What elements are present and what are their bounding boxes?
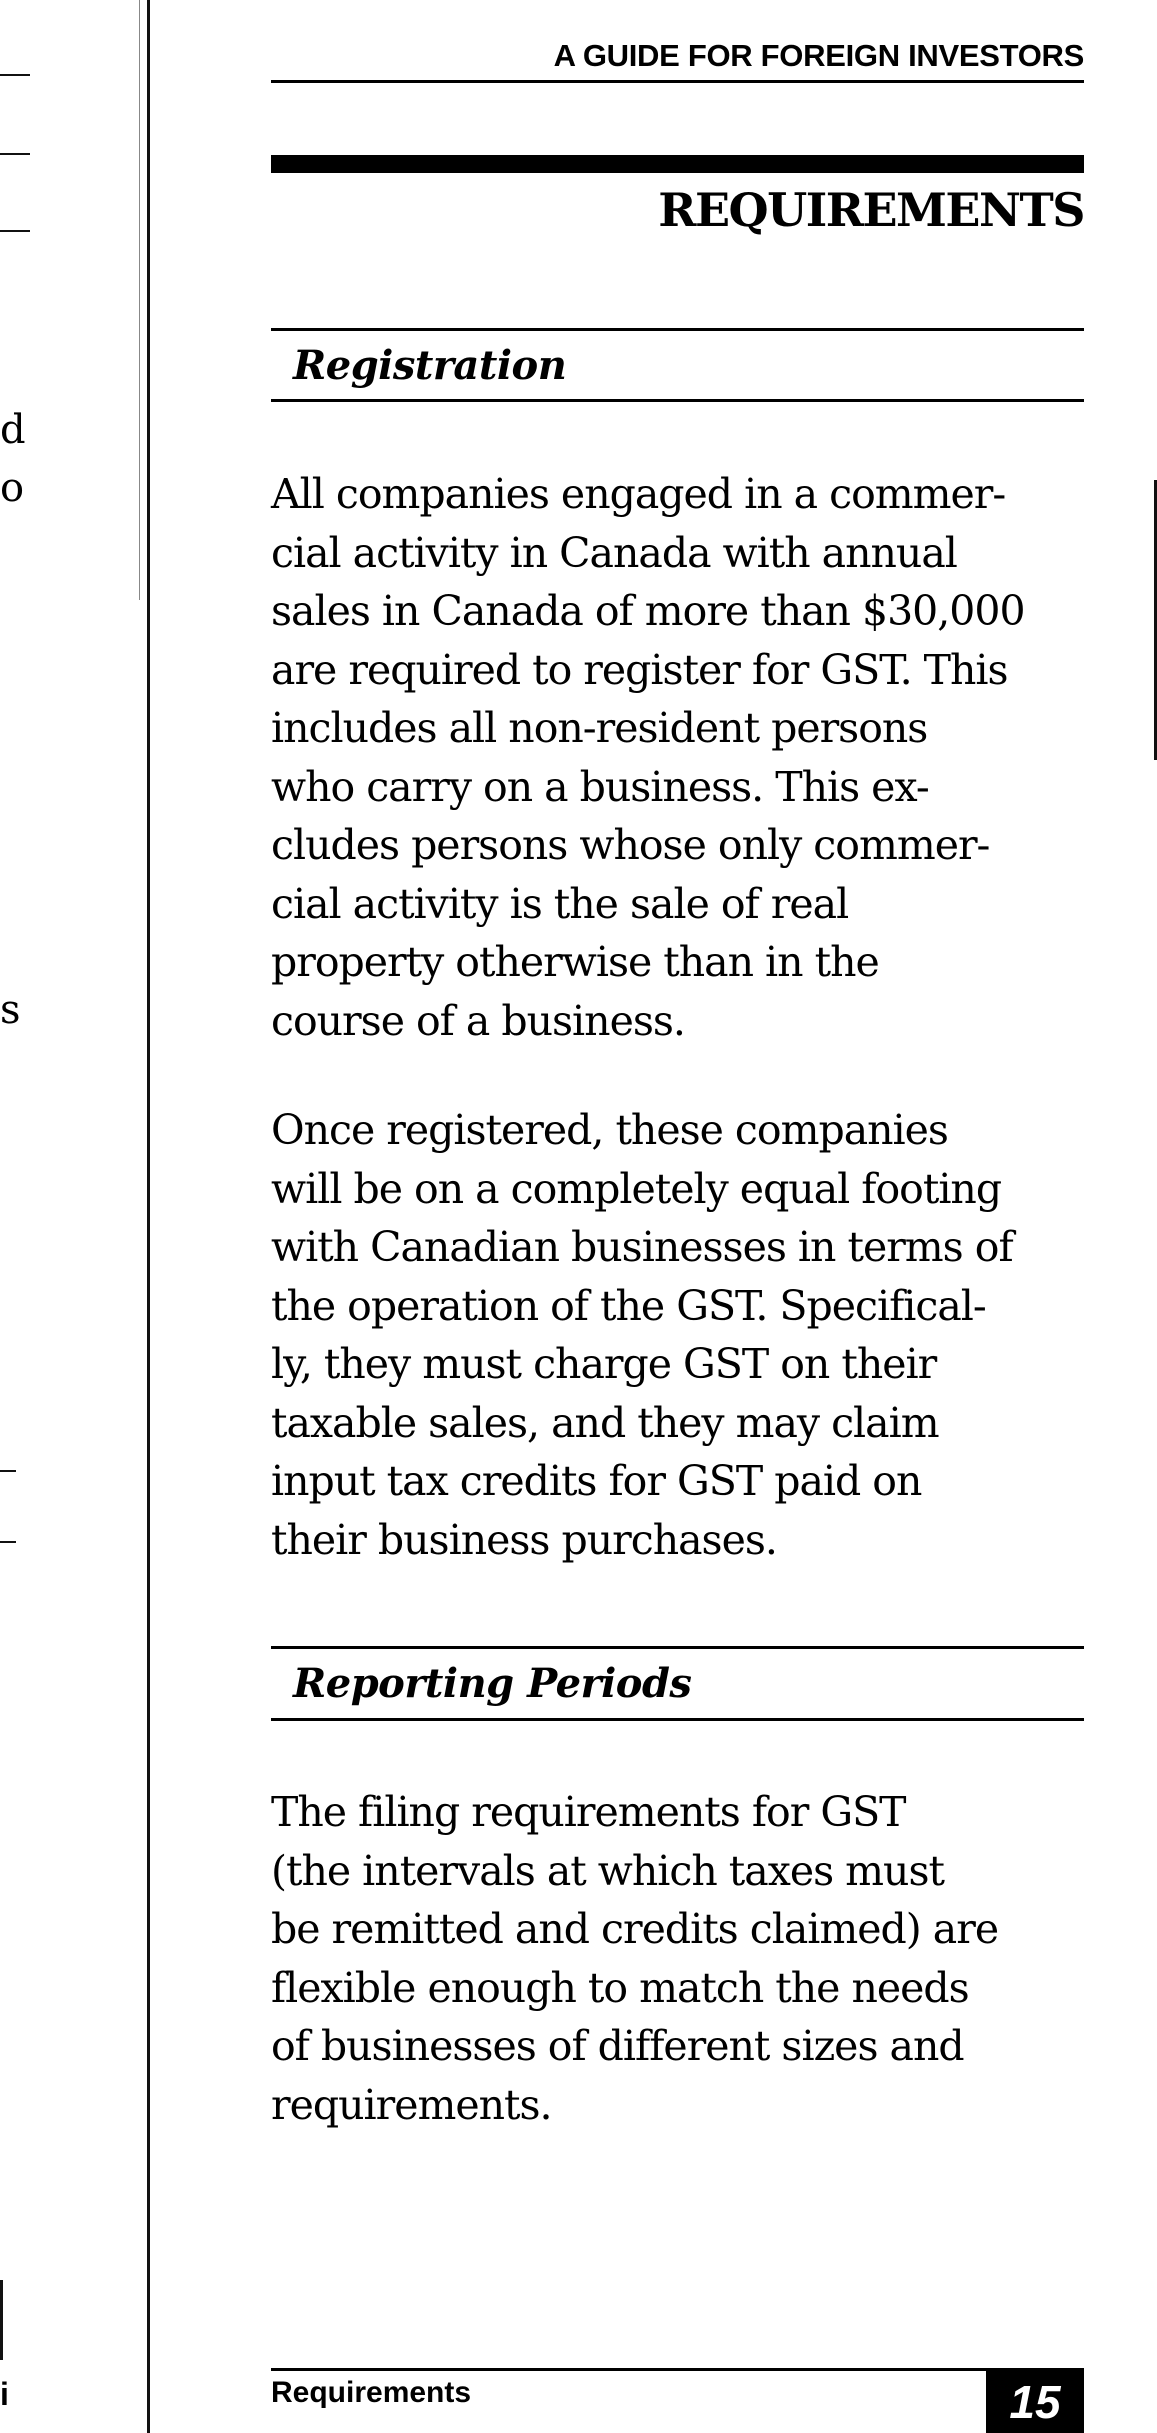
running-head: A GUIDE FOR FOREIGN INVESTORS <box>553 38 1084 73</box>
text-line: sales in Canada of more than $30,000 <box>271 587 1025 635</box>
text-line: are required to register for GST. This <box>271 645 1008 694</box>
subhead-reporting-periods: Reporting Periods <box>293 1660 692 1707</box>
paragraph-registration-2 <box>271 1101 1101 1569</box>
running-head-rule <box>271 80 1084 83</box>
paragraph-reporting-periods <box>271 1783 1101 2134</box>
text-line: be remitted and credits claimed) are <box>271 1905 999 1953</box>
subhead-registration: Registration <box>293 342 567 389</box>
text-line: Once registered, these companies <box>271 1106 948 1154</box>
facing-page-rule <box>0 1470 16 1472</box>
text-line: All companies engaged in a commer- <box>271 470 1006 518</box>
subhead-rule-top <box>271 328 1084 331</box>
subhead-rule-bottom <box>271 1718 1084 1721</box>
text-line: includes all non-resident persons <box>271 704 928 752</box>
text-line: with Canadian businesses in terms of <box>271 1223 1013 1271</box>
text-line: taxable sales, and they may claim <box>271 1398 939 1447</box>
text-line: property otherwise than in the <box>271 938 879 986</box>
text-line: who carry on a business. This ex- <box>271 762 929 811</box>
text-line: cludes persons whose only commer- <box>271 821 990 869</box>
footer-rule <box>271 2368 1084 2371</box>
text-line: will be on a completely equal footing <box>271 1164 1002 1213</box>
paragraph-registration-1 <box>271 465 1101 1050</box>
text-line: (the intervals at which taxes must <box>271 1846 944 1895</box>
text-line: cial activity is the sale of real <box>271 879 849 928</box>
section-bar <box>271 155 1084 173</box>
page-gutter-line <box>147 0 150 2433</box>
facing-page-fragment: i <box>0 2376 9 2412</box>
facing-page-rule <box>0 1541 16 1543</box>
page-gutter-shadow <box>139 0 140 600</box>
facing-page-rule <box>0 230 30 232</box>
facing-page-rule <box>0 153 30 155</box>
subhead-rule-top <box>271 1646 1084 1649</box>
facing-page-fragment: o <box>0 465 25 511</box>
facing-page-fragment: s <box>0 987 21 1033</box>
text-line: ly, they must charge GST on their <box>271 1340 937 1388</box>
footer-section-label: Requirements <box>271 2376 472 2409</box>
text-line: requirements. <box>271 2080 552 2129</box>
text-line: cial activity in Canada with annual <box>271 528 957 577</box>
subhead-rule-bottom <box>271 399 1084 402</box>
text-line: their business purchases. <box>271 1515 777 1564</box>
text-line: input tax credits for GST paid on <box>271 1457 922 1505</box>
text-line: the operation of the GST. Specifical- <box>271 1281 986 1330</box>
section-title: REQUIREMENTS <box>658 183 1084 237</box>
facing-page-fragment: d <box>0 407 26 453</box>
text-line: flexible enough to match the needs <box>271 1963 969 2012</box>
text-line: of businesses of different sizes and <box>271 2022 964 2070</box>
facing-page-rule <box>0 2280 3 2360</box>
page-number: 15 <box>986 2371 1084 2433</box>
facing-page-rule <box>0 74 30 76</box>
text-line: course of a business. <box>271 996 685 1045</box>
text-line: The filing requirements for GST <box>271 1788 906 1836</box>
